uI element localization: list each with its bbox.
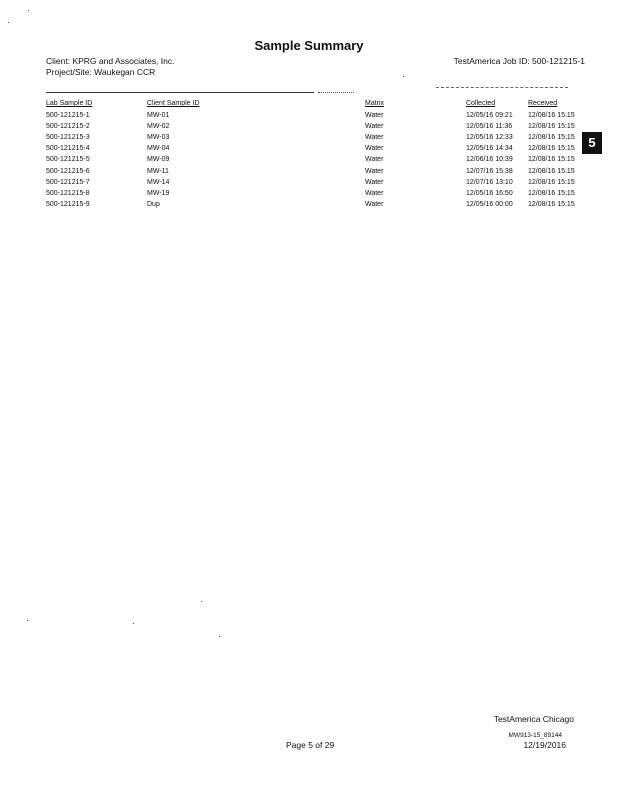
matrix: Water	[365, 200, 384, 208]
project-site: Project/Site: Waukegan CCR	[46, 67, 156, 77]
client-sample-id: MW-03	[147, 134, 170, 142]
client-sample-id: MW-11	[147, 167, 169, 175]
received-date: 12/08/16 15:15	[528, 178, 575, 186]
lab-sample-id: 500-121215-1	[46, 112, 90, 120]
received-date: 12/08/16 15:15	[528, 189, 575, 197]
collected-date: 12/05/16 12:33	[466, 134, 513, 142]
table-row	[46, 190, 586, 201]
lab-sample-id: 500-121215-7	[46, 178, 90, 186]
collected-date: 12/05/16 16:50	[466, 189, 513, 197]
collected-date: 12/07/16 15:38	[466, 167, 513, 175]
header-rule	[46, 92, 314, 93]
table-row	[46, 134, 586, 145]
scan-speck	[219, 636, 220, 637]
table-header-row	[46, 100, 586, 111]
received-date: 12/08/16 15:15	[528, 200, 575, 208]
column-header: Received	[528, 100, 558, 107]
scan-speck	[8, 22, 9, 23]
received-date: 12/08/16 15:15	[528, 145, 575, 153]
table-row	[46, 112, 586, 123]
client-sample-id: MW-19	[147, 189, 170, 197]
collected-date: 12/07/16 13:10	[466, 178, 513, 186]
lab-sample-id: 500-121215-4	[46, 145, 90, 153]
received-date: 12/08/16 15:15	[528, 112, 575, 120]
table-row	[46, 145, 586, 156]
client-sample-id: Dup	[147, 200, 160, 208]
section-tab: 5	[582, 132, 602, 154]
client-sample-id: MW-02	[147, 123, 170, 131]
scan-speck	[27, 620, 28, 621]
matrix: Water	[365, 134, 384, 142]
table-row	[46, 156, 586, 167]
column-header: Client Sample ID	[147, 100, 200, 107]
collected-date: 12/05/16 14:34	[466, 145, 513, 153]
table-row	[46, 168, 586, 179]
lab-sample-id: 500-121215-8	[46, 189, 90, 197]
table-row	[46, 123, 586, 134]
column-header: Collected	[466, 100, 496, 107]
received-date: 12/08/16 15:15	[528, 123, 575, 131]
lab-sample-id: 500-121215-3	[46, 134, 90, 142]
received-date: 12/08/16 15:15	[528, 167, 575, 175]
table-row	[46, 179, 586, 190]
scan-speck	[28, 10, 29, 11]
footer-lab-name: TestAmerica Chicago	[493, 714, 574, 724]
footer-date: 12/19/2016	[523, 740, 566, 750]
client-sample-id: MW-04	[147, 145, 170, 153]
matrix: Water	[365, 123, 384, 131]
client-sample-id: MW-14	[147, 178, 170, 186]
matrix: Water	[365, 189, 384, 197]
lab-sample-id: 500-121215-9	[46, 200, 90, 208]
page-number: Page 5 of 29	[286, 740, 335, 750]
matrix: Water	[365, 145, 384, 153]
header-rule-dashed	[436, 87, 568, 88]
page-title: Sample Summary	[254, 38, 364, 53]
matrix: Water	[365, 156, 384, 164]
scan-speck	[133, 623, 134, 624]
lab-sample-id: 500-121215-5	[46, 156, 90, 164]
lab-sample-id: 500-121215-2	[46, 123, 90, 131]
collected-date: 12/05/16 09:21	[466, 112, 513, 120]
column-header: Lab Sample ID	[46, 100, 93, 107]
column-header: Matrix	[365, 100, 385, 107]
client-sample-id: MW-01	[147, 112, 170, 120]
collected-date: 12/06/16 10:39	[466, 156, 513, 164]
collected-date: 12/05/16 00:00	[466, 200, 513, 208]
scan-speck	[201, 601, 202, 602]
footer-document-id: MW913-15_89144	[508, 732, 562, 739]
header-rule-dotted	[318, 92, 354, 93]
client-name: Client: KPRG and Associates, Inc.	[46, 56, 175, 66]
job-id: TestAmerica Job ID: 500-121215-1	[453, 56, 585, 66]
lab-sample-id: 500-121215-6	[46, 167, 90, 175]
matrix: Water	[365, 178, 384, 186]
matrix: Water	[365, 112, 384, 120]
matrix: Water	[365, 167, 384, 175]
received-date: 12/08/16 15:15	[528, 134, 575, 142]
collected-date: 12/05/16 11:36	[466, 123, 513, 131]
client-sample-id: MW-09	[147, 156, 170, 164]
scan-speck	[403, 76, 404, 77]
sample-table	[46, 100, 586, 212]
table-row	[46, 201, 586, 212]
received-date: 12/08/16 15:15	[528, 156, 575, 164]
